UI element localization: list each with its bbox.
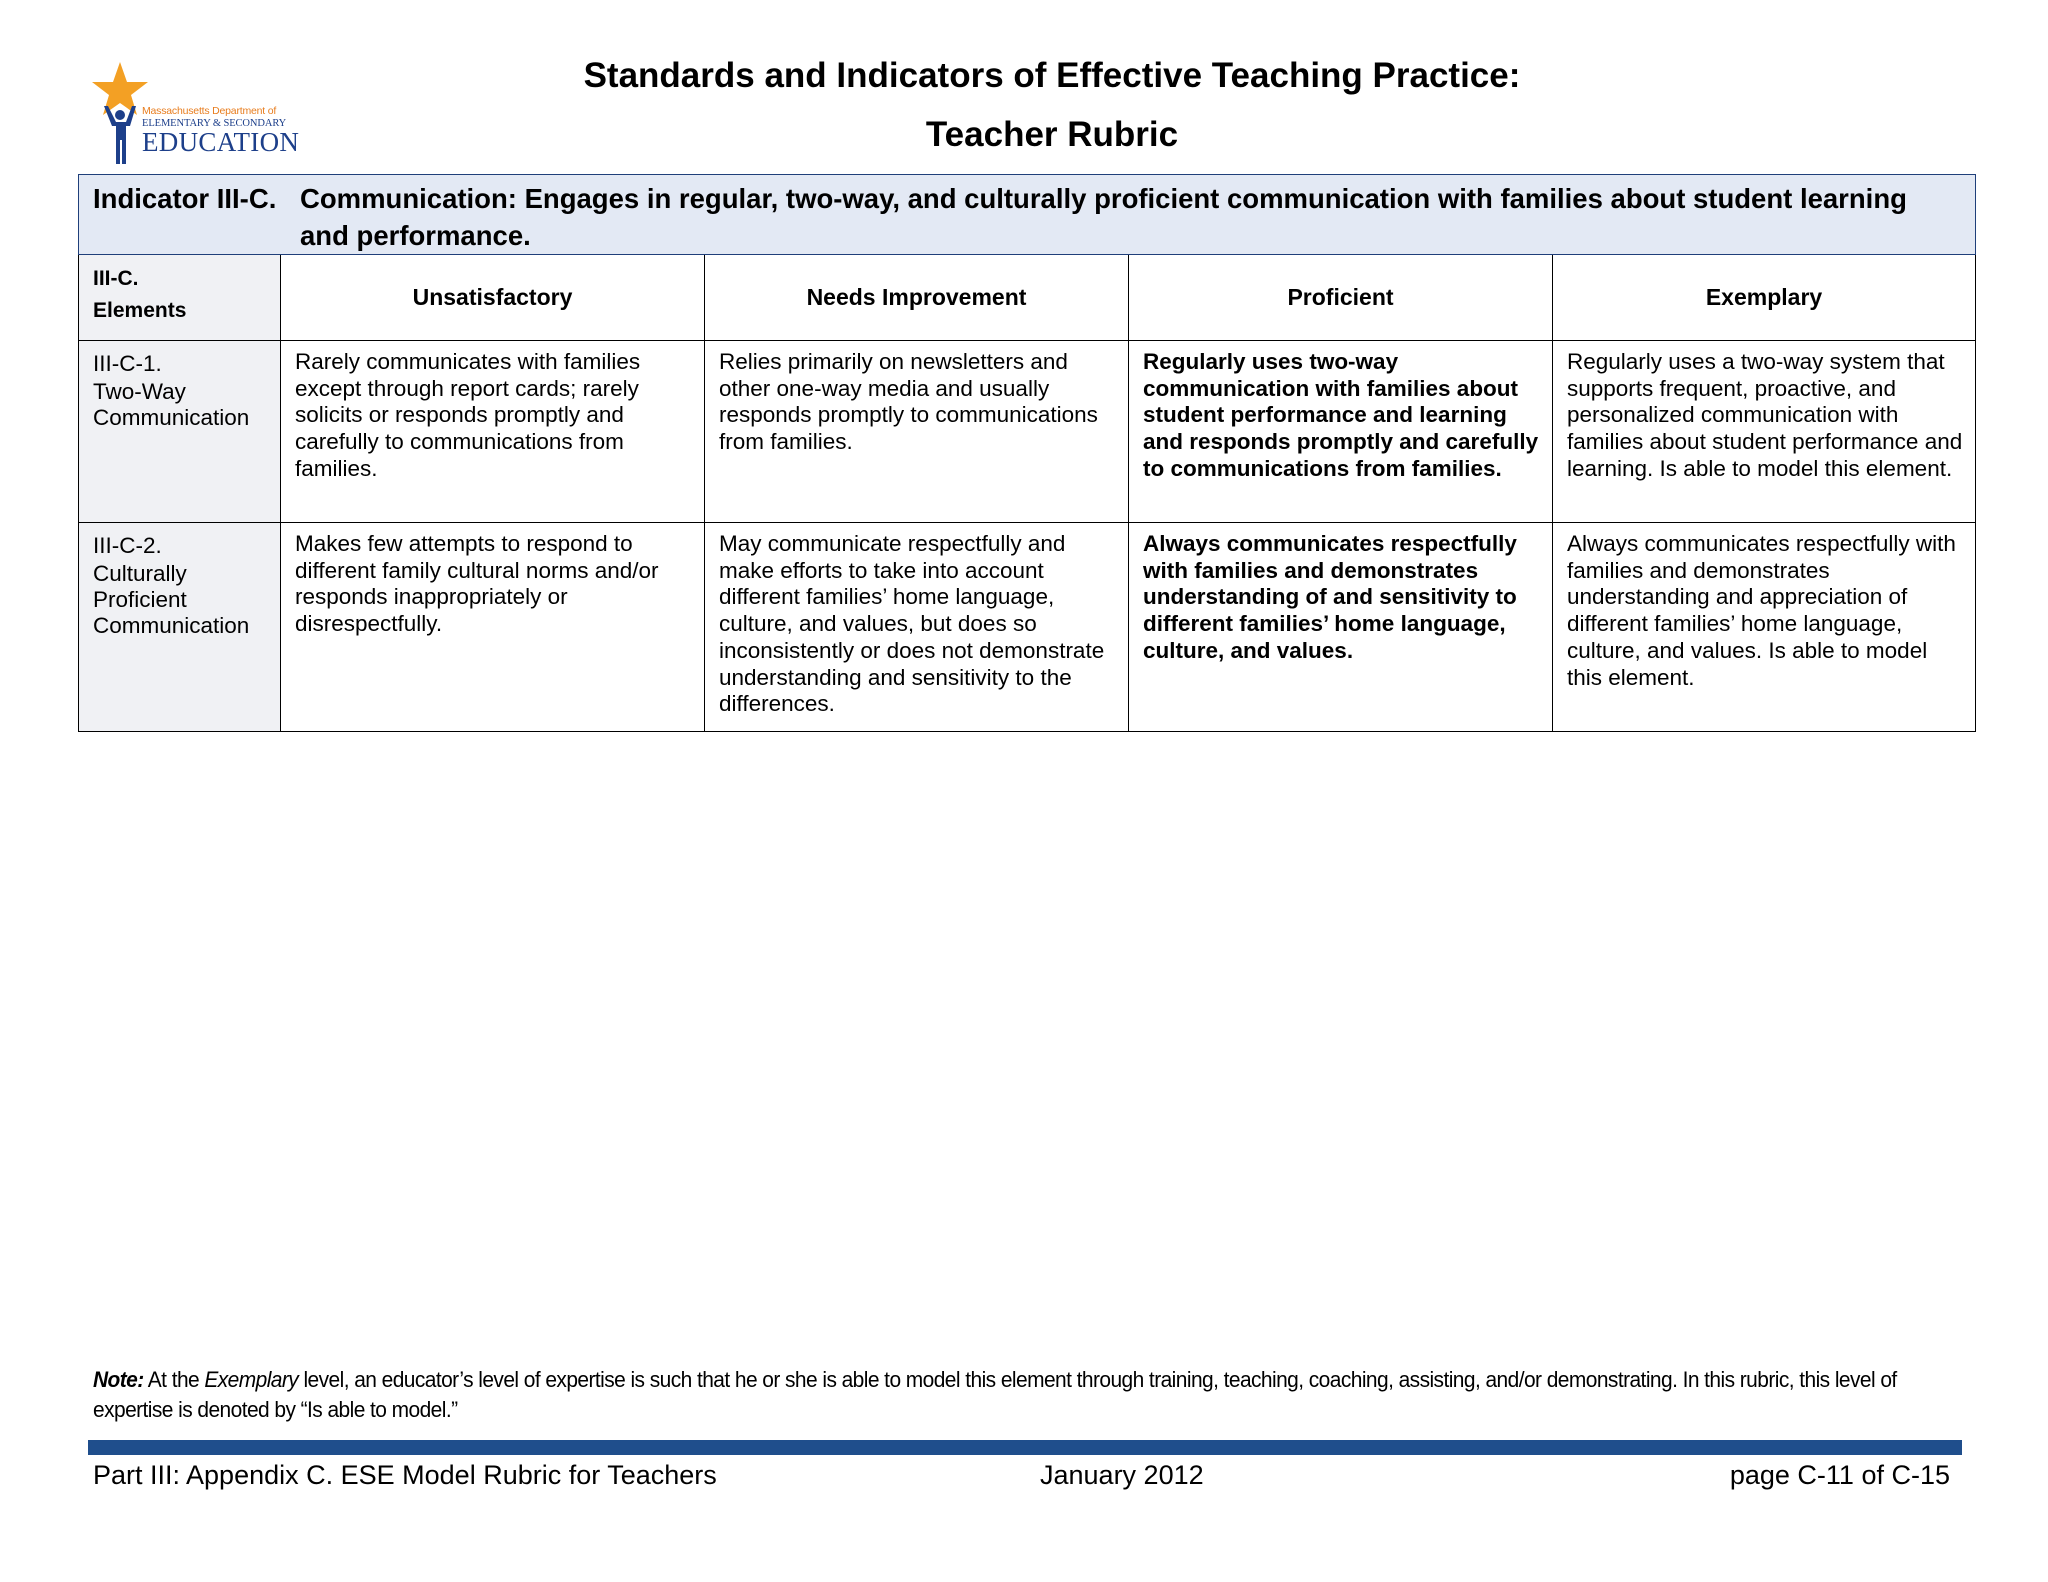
logo-text-department: Massachusetts Department of: [142, 105, 277, 117]
elements-header-code: III-C.: [93, 267, 139, 290]
element-cell: [79, 523, 281, 732]
elements-column-header: [79, 255, 281, 341]
indicator-header: [79, 175, 1976, 255]
rubric-note: [93, 1365, 1962, 1425]
note-emphasis: Exemplary: [204, 1367, 299, 1392]
footer-date: January 2012: [1040, 1460, 1204, 1490]
descriptor-exemplary: Always communicates respectfully with families and demonstrates understanding and appreciation of different families’ home language, culture, and values. Is able to model this element.: [1553, 523, 1976, 732]
note-text-start: At the: [143, 1367, 205, 1392]
table-row: [79, 523, 1976, 732]
level-header-exemplary: Exemplary: [1553, 255, 1976, 341]
logo-text-education: EDUCATION: [142, 127, 300, 157]
footer-divider: [88, 1440, 1962, 1455]
footer-page-number: page C-11 of C-15: [1729, 1460, 1950, 1490]
level-header-proficient: Proficient: [1129, 255, 1553, 341]
descriptor-proficient: Always communicates respectfully with families and demonstrates understanding of and sensitivity to different families’ home language, culture, and values.: [1129, 523, 1553, 732]
rubric-table: [78, 174, 1976, 732]
logo-text-division: ELEMENTARY & SECONDARY: [142, 117, 287, 129]
element-name: Culturally Proficient Communication: [93, 561, 250, 638]
level-header-needs-improvement: Needs Improvement: [705, 255, 1129, 341]
descriptor-unsatisfactory: Makes few attempts to respond to different family cultural norms and/or responds inappropriately or disrespectfully.: [281, 523, 705, 732]
page-title: Standards and Indicators of Effective Teaching Practice:: [583, 56, 1521, 95]
descriptor-unsatisfactory: Rarely communicates with families except through report cards; rarely solicits or responds promptly and carefully to communications from families.: [281, 341, 705, 523]
element-code: III-C-2.: [93, 533, 162, 558]
footer-document-title: Part III: Appendix C. ESE Model Rubric for Teachers: [93, 1460, 717, 1490]
indicator-text: Communication: Engages in regular, two-way, and culturally proficient communication with families about student learning and performance.: [300, 183, 1907, 251]
descriptor-needs-improvement: Relies primarily on newsletters and other one-way media and usually responds promptly to communications from families.: [705, 341, 1129, 523]
page-subtitle: Teacher Rubric: [925, 115, 1179, 154]
elements-header-label: Elements: [93, 299, 187, 322]
table-row: [79, 341, 1976, 523]
level-header-unsatisfactory: Unsatisfactory: [281, 255, 705, 341]
element-name: Two-Way Communication: [93, 379, 250, 430]
descriptor-proficient: Regularly uses two-way communication with families about student performance and learning and responds promptly and carefully to communications from families.: [1129, 341, 1553, 523]
note-text-end: level, an educator’s level of expertise is such that he or she is able to model this element through training, teaching, coaching, assisting, and/or demonstrating. In this rubric, this level of expertise is denoted by “Is able to model.”: [93, 1367, 1897, 1422]
indicator-label: Indicator III-C.: [93, 183, 277, 214]
descriptor-exemplary: Regularly uses a two-way system that supports frequent, proactive, and personalized communication with families about student performance and learning. Is able to model this element.: [1553, 341, 1976, 523]
element-code: III-C-1.: [93, 351, 162, 376]
element-cell: [79, 341, 281, 523]
descriptor-needs-improvement: May communicate respectfully and make efforts to take into account different families’ home language, culture, and values, but does so inconsistently or does not demonstrate understanding and sensitivity to the differences.: [705, 523, 1129, 732]
note-label: Note:: [93, 1367, 144, 1392]
